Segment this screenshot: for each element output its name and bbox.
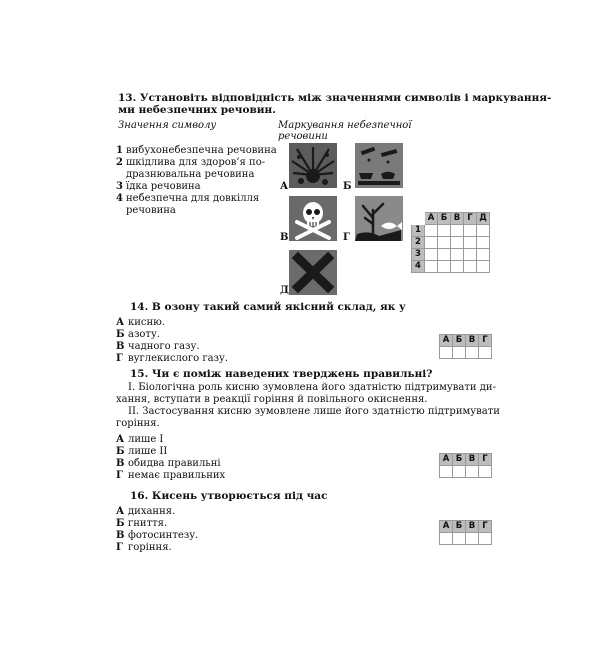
answer-cell[interactable] [451,237,464,249]
q16-option-g: Г горіння. [116,542,172,553]
dead-tree-fish-icon [355,196,403,241]
answer-cell[interactable] [464,225,477,237]
answer-cell[interactable] [466,533,479,545]
q14-options [116,317,228,365]
answer-cell[interactable] [479,347,492,359]
grid-col-header: Г [479,454,492,466]
grid-col-header: В [466,454,479,466]
q13-item-2: 2 шкідлива для здоров’я по- [116,157,266,168]
q14-option-b: Б азоту. [116,329,161,340]
answer-cell[interactable] [464,237,477,249]
q13-item-2-cont: дразнювальна речовина [126,169,255,180]
answer-cell[interactable] [453,347,466,359]
picture-label-v: В [280,232,289,243]
answer-cell[interactable] [453,533,466,545]
q15-statement1-line2: хання, вступати в реакції горіння й повільного окиснення. [116,394,428,405]
grid-col-header: Б [453,454,466,466]
answer-cell[interactable] [425,261,438,273]
answer-cell[interactable] [466,466,479,478]
q16-option-a: А дихання. [116,506,176,517]
grid-col-header: А [425,213,438,225]
grid-col-header: Г [479,335,492,347]
q15-option-g: Г немає правильних [116,470,226,481]
picture-label-a: А [280,181,289,192]
answer-cell[interactable] [451,249,464,261]
grid-col-header: Б [438,213,451,225]
answer-cell[interactable] [477,249,490,261]
grid-row-header: 3 [412,249,425,261]
q13-items-list [116,145,276,217]
q13-title-line1: 13. Установіть відповідність між значеннями символів і маркування- [118,92,552,104]
q15-option-v: В обидва правильні [116,458,221,469]
answer-cell[interactable] [438,249,451,261]
q13-right-header-line1: Маркування небезпечної [278,120,412,131]
q14-option-a: А кисню. [116,317,166,328]
grid-col-header: А [440,521,453,533]
q13-left-header: Значення символу [118,120,217,131]
grid-col-header: Г [464,213,477,225]
picture-label-d: Д [280,285,289,296]
answer-cell[interactable] [477,237,490,249]
answer-cell[interactable] [453,466,466,478]
q16-answer-grid [439,520,492,545]
q16-option-b: Б гниття. [116,518,168,529]
grid-col-header: Б [453,521,466,533]
answer-cell[interactable] [425,249,438,261]
q13-right-header-line2: речовини [278,131,328,142]
answer-cell[interactable] [425,225,438,237]
answer-cell[interactable] [464,261,477,273]
grid-col-header: В [466,335,479,347]
q13-item-1: 1 вибухонебезпечна речовина [116,145,277,156]
q16-option-v: В фотосинтезу. [116,530,199,541]
corrosive-icon [355,143,403,188]
q14-answer-grid [439,334,492,359]
q15-option-b: Б лише ІІ [116,446,168,457]
q15-statement2-line2: горіння. [116,418,160,429]
grid-row-header: 1 [412,225,425,237]
answer-cell[interactable] [464,249,477,261]
answer-cell[interactable] [440,466,453,478]
answer-cell[interactable] [466,347,479,359]
grid-col-header: А [440,454,453,466]
q15-statement2-line1: ІІ. Застосування кисню зумовлене лише його здатністю підтримувати [128,406,500,417]
q15-statement1-line1: І. Біологічна роль кисню зумовлена його здатністю підтримувати ди- [128,382,496,393]
answer-cell[interactable] [438,261,451,273]
grid-corner [412,213,425,225]
picture-label-b: Б [343,181,352,192]
q13-item-4-cont: речовина [126,205,176,216]
answer-cell[interactable] [451,261,464,273]
q16-options [116,506,198,554]
q13-item-3: 3 їдка речовина [116,181,201,192]
q15-title: 15. Чи є поміж наведених тверджень правильні? [130,368,433,380]
q13-item-4: 4 небезпечна для довкілля [116,193,260,204]
q14-title: 14. В озону такий самий якісний склад, як у [130,301,406,313]
x-cross-icon [289,250,337,295]
answer-cell[interactable] [451,225,464,237]
grid-col-header: Б [453,335,466,347]
q15-option-a: А лише І [116,434,164,445]
grid-col-header: А [440,335,453,347]
answer-cell[interactable] [479,466,492,478]
answer-cell[interactable] [440,347,453,359]
explosion-icon [289,143,337,188]
q14-option-v: В чадного газу. [116,341,200,352]
q15-answer-grid [439,453,492,478]
answer-cell[interactable] [438,237,451,249]
skull-crossbones-icon [289,196,337,241]
grid-row-header: 2 [412,237,425,249]
q15-options [116,434,225,482]
q13-answer-grid [411,212,490,273]
q16-title: 16. Кисень утворюється під час [130,490,328,502]
answer-cell[interactable] [479,533,492,545]
answer-cell[interactable] [477,225,490,237]
grid-row-header: 4 [412,261,425,273]
answer-cell[interactable] [440,533,453,545]
answer-cell[interactable] [438,225,451,237]
grid-col-header: Д [477,213,490,225]
grid-col-header: В [466,521,479,533]
picture-label-g: Г [343,232,350,243]
answer-cell[interactable] [477,261,490,273]
grid-col-header: В [451,213,464,225]
q14-option-g: Г вуглекислого газу. [116,353,229,364]
q13-title-line2: ми небезпечних речовин. [118,104,276,116]
answer-cell[interactable] [425,237,438,249]
grid-col-header: Г [479,521,492,533]
